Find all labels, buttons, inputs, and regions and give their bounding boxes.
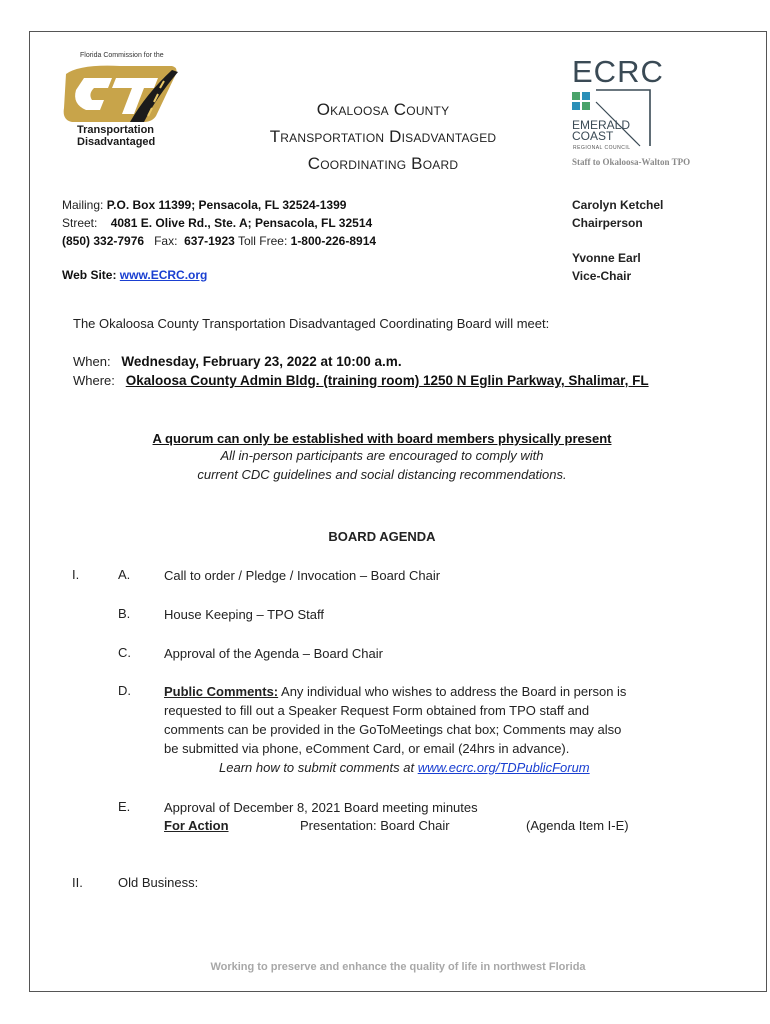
title-line-1: Okaloosa County: [316, 100, 450, 119]
meeting-when: [73, 354, 402, 369]
phone-value: (850) 332-7976: [62, 234, 145, 248]
item-a-text: Call to order / Pledge / Invocation – Board Chair: [164, 568, 441, 583]
website-line: [62, 266, 207, 284]
when-label: When:: [73, 354, 111, 369]
staff-note: Staff to Okaloosa-Walton TPO: [572, 157, 691, 167]
mailing-line: [62, 196, 346, 214]
learn-how-line: [219, 760, 590, 775]
ctd-logo-tagline: [77, 124, 155, 148]
mailing-value: P.O. Box 11399; Pensacola, FL 32524-1399: [106, 198, 347, 212]
where-label: Where:: [73, 373, 115, 388]
item-c-letter: C.: [118, 645, 131, 660]
ecrc-logo-name: ECRC: [572, 54, 664, 89]
notice-line-1: All in-person participants are encouraged to comply with: [220, 448, 544, 463]
ecrc-line2: COAST: [572, 129, 614, 143]
item-c-text: Approval of the Agenda – Board Chair: [164, 646, 383, 661]
public-forum-link[interactable]: www.ecrc.org/TDPublicForum: [417, 760, 590, 775]
phone-line: [62, 232, 376, 250]
section-2-text: Old Business:: [118, 875, 199, 890]
section-1-number: I.: [72, 567, 80, 582]
item-e-presentation: Presentation: Board Chair: [300, 818, 450, 833]
meeting-intro: The Okaloosa County Transportation Disadvantaged Coordinating Board will meet:: [73, 316, 550, 331]
item-d-line-4: be submitted via phone, eComment Card, or email (24hrs in advance).: [164, 741, 570, 756]
meeting-where: [73, 373, 649, 388]
title-line-2: Transportation Disadvantaged: [269, 127, 497, 146]
page-title: [195, 96, 571, 177]
item-d-line-1-text: Any individual who wishes to address the Board in person is: [278, 684, 627, 699]
item-d-letter: D.: [118, 683, 131, 698]
mailing-label: Mailing:: [62, 198, 104, 212]
ctd-logo-line2: Disadvantaged: [77, 136, 156, 148]
item-e-agenda-item: (Agenda Item I-E): [526, 818, 629, 833]
ctd-logo-mark: [60, 64, 180, 122]
chair-name: Carolyn Ketchel: [572, 198, 664, 212]
quorum-text: A quorum can only be established with board members physically present: [152, 431, 612, 446]
tollfree-value: 1-800-226-8914: [290, 234, 377, 248]
item-b-text: House Keeping – TPO Staff: [164, 607, 324, 622]
item-e-letter: E.: [118, 799, 131, 814]
item-d-line-1: [164, 682, 684, 701]
item-a-letter: A.: [118, 567, 131, 582]
vice-chair-title: Vice-Chair: [572, 269, 632, 283]
item-b-letter: B.: [118, 606, 131, 621]
street-label: Street:: [62, 216, 98, 230]
public-comments-label: Public Comments:: [164, 684, 279, 699]
learn-how-text: Learn how to submit comments at: [219, 760, 418, 775]
chair-title: Chairperson: [572, 216, 643, 230]
fax-value: 637-1923: [184, 234, 235, 248]
tollfree-label: Toll Free:: [237, 234, 288, 248]
vice-chair-name: Yvonne Earl: [572, 251, 641, 265]
ecrc-line1: EMERALD: [572, 118, 631, 132]
item-d-line-3: comments can be provided in the GoToMeetings chat box; Comments may also: [164, 722, 622, 737]
ecrc-logo-text: [572, 120, 630, 142]
website-label: Web Site:: [62, 268, 117, 282]
item-d-line-2: requested to fill out a Speaker Request Form obtained from TPO staff and: [164, 703, 590, 718]
website-link[interactable]: www.ECRC.org: [119, 268, 208, 282]
item-e-text: Approval of December 8, 2021 Board meeting minutes: [164, 800, 478, 815]
ecrc-line3: REGIONAL COUNCIL: [573, 145, 631, 151]
quorum-notice: [60, 431, 704, 484]
fax-label: Fax:: [154, 234, 178, 248]
street-line: [62, 214, 372, 232]
footer-tagline: Working to preserve and enhance the quality of life in northwest Florida: [210, 961, 586, 973]
ctd-logo-toptext: Florida Commission for the: [80, 52, 164, 59]
street-value: 4081 E. Olive Rd., Ste. A; Pensacola, FL 32514: [110, 216, 373, 230]
where-value: Okaloosa County Admin Bldg. (training room) 1250 N Eglin Parkway, Shalimar, FL: [125, 373, 649, 388]
section-2-number: II.: [72, 875, 83, 890]
agenda-title: BOARD AGENDA: [328, 529, 436, 544]
item-e-action: For Action: [164, 818, 229, 833]
title-line-3: Coordinating Board: [307, 154, 459, 173]
item-d-text: [164, 682, 684, 758]
ctd-logo-line1: Transportation: [77, 124, 155, 136]
notice-line-2: current CDC guidelines and social distancing recommendations.: [197, 467, 567, 482]
when-value: Wednesday, February 23, 2022 at 10:00 a.m.: [121, 354, 402, 369]
